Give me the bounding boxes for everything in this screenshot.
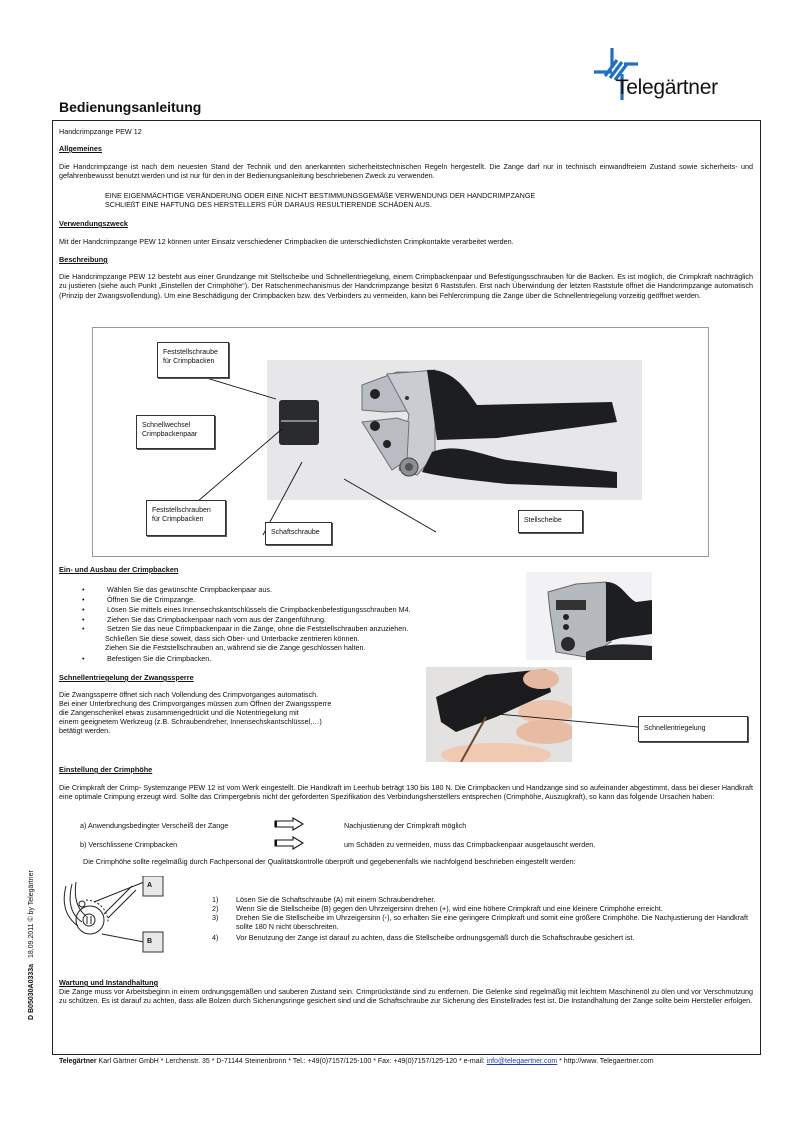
crimphoehe-body: Die Crimpkraft der Crimp- Systemzange PEW 12 ist vom Werk eingestellt. Die Handkraft im Leerhub beträgt 130 bis 180 N. Die Crimpbacken und Handzange sind so aufeinander abgestimmt, dass bei dieser Handkraft eine optimale Crimpung erzeugt wird. Sollte das Crimpergebnis nicht der geforderten Spezifikation des Verbindungsherstellers entsprechen (Crimphöhe, Auszugkraft), so kann das folgende Ursachen haben: [59, 783, 753, 802]
date-copyright: 18.09.2011 © by Telegärtner [28, 870, 35, 958]
footer [59, 1058, 654, 1065]
diagram-label-a: A [147, 882, 153, 889]
footer-address: Karl Gärtner GmbH * Lerchenstr. 35 * D-71144 Steinenbronn * Tel.: +49(0)7157/125-100 * Fax: +49(0)7157/125-120 * e-mail: [96, 1058, 487, 1065]
schnellentriegelung-line: Die Zwangssperre öffnet sich nach Vollendung des Crimpvorganges automatisch. [59, 690, 319, 699]
heading-schnellentriegelung: Schnellentriegelung der Zwangssperre [59, 673, 194, 682]
arrow-right-icon [274, 836, 304, 850]
footer-brand: Telegärtner [59, 1058, 97, 1065]
callout-feststellschrauben: Feststellschrauben für Crimpbacken [146, 500, 226, 536]
schnellentriegelung-line: betätigt werden. [59, 726, 111, 735]
schnellentriegelung-line: einem geeignetem Werkzeug (z.B. Schraubendreher, Innensechskantschlüssel,…) [59, 717, 322, 726]
callout-line-release [490, 700, 650, 740]
arrow-right-icon [274, 817, 304, 831]
document-code [28, 870, 35, 1020]
footer-web: * http://www. Telegaertner.com [557, 1058, 654, 1065]
diagram-label-b: B [147, 938, 153, 945]
heading-crimphoehe: Einstellung der Crimphöhe [59, 765, 153, 774]
document-title: Bedienungsanleitung [59, 99, 202, 115]
product-line: Handcrimpzange PEW 12 [59, 127, 142, 136]
crimp-jaw-illustration-icon [526, 572, 652, 660]
cause-a: a) Anwendungsbedingter Verscheiß der Zange [80, 821, 229, 830]
callout-schnellentriegelung: Schnellentriegelung [638, 716, 748, 742]
warning-line-2: SCHLIEßT EINE HAFTUNG DES HERSTELLERS FÜR DARAUS RESULTIERENDE SCHÄDEN AUS. [105, 200, 432, 209]
email-link[interactable]: info@telegaertner.com [486, 1058, 558, 1065]
cause-b: b) Verschlissene Crimpbacken [80, 840, 178, 849]
verwendungszweck-body: Mit der Handcrimpzange PEW 12 können unter Einsatz verschiedener Crimpbacken die unterschiedlichsten Crimpkontakte verarbeitet werden. [59, 237, 514, 246]
callout-schaftschraube: Schaftschraube [265, 522, 332, 545]
brand-name: Telegärtner [616, 76, 718, 99]
result-a: Nachjustierung der Crimpkraft möglich [344, 821, 467, 830]
beschreibung-body: Die Handcrimpzange PEW 12 besteht aus einer Grundzange mit Stellscheibe und Schnellentriegelung, einem Crimpbackenpaar und Befestigungsschrauben für die Backen. Es ist möglich, die Crimpkraft nachträglich zu justieren (siehe auch Punkt „Einstellen der Crimphöhe“). Der Ratschenmechanismus der Handcrimpzange besitzt 6 Raststufen. Erst nach Überwindung der letzten Raststufe öffnet die Handcrimpzange automatisch (Prinzip der Zwangsvollendung). Um eine Beschädigung der Crimpbacken bzw. des Verbinders zu vermeiden, kann bei Fehlercrimpung die Zange über die Schnellentriegelung vorzeitig geöffnet werden. [59, 272, 753, 300]
einbau-continuation-1: Schließen Sie diese soweit, dass sich Ober- und Unterbacke zentrieren können. [105, 634, 360, 643]
einbau-continuation-2: Ziehen Sie die Feststellschrauben an, während sie die Zange geschlossen halten. [105, 643, 366, 652]
warning-line-1: EINE EIGENMÄCHTIGE VERÄNDERUNG ODER EINE NICHT BESTIMMUNGSGEMÄßE VERWENDUNG DER HANDCRIMPZANGE [105, 191, 536, 200]
heading-verwendungszweck: Verwendungszweck [59, 219, 128, 228]
doc-id: D B05030A0333a [28, 963, 35, 1020]
allgemeines-body: Die Handcrimpzange ist nach dem neuesten Stand der Technik und den anerkannten sicherheitstechnischen Regeln hergestellt. Die Zange darf nur in technisch einwandfreiem Zustand sowie sicherheits- und gefahrenbewusst benutzt werden und ist nur für den in der Bedienungsanleitung beschriebenen Zweck zu verwenden. [59, 162, 753, 181]
callout-feststellschraube: Feststellschraube für Crimpbacken [157, 342, 229, 378]
callout-schnellwechsel: Schnellwechsel Crimpbackenpaar [136, 415, 215, 449]
result-b: um Schäden zu vermeiden, muss das Crimpbackenpaar ausgetauscht werden. [344, 840, 596, 849]
heading-wartung: Wartung und Instandhaltung [59, 978, 159, 987]
crimp-jaw-photo [526, 572, 652, 660]
crimphoehe-note: Die Crimphöhe sollte regelmäßig durch Fachpersonal der Qualitätskontrolle überprüft und gegebenenfalls wie nachfolgend beschrieben eingestellt werden: [83, 857, 576, 866]
wartung-body: Die Zange muss vor Arbeitsbeginn in einem ordnungsgemäßen und sauberen Zustand sein. Crimprückstände sind zu entfernen. Die Gelenke sind regelmäßig mit leichtem Maschinenöl zu ölen und vor Verschmutzung zu schützen. Es ist darauf zu achten, dass alle Bolzen durch Sicherungsringe gesichert sind und die Schaftschraube zur Sicherung des Einstellrades fest ist. Die Instandhaltung der Zange sollte beim Hersteller erfolgen. [59, 987, 753, 1006]
heading-beschreibung: Beschreibung [59, 255, 108, 264]
schnellentriegelung-line: die Zangenschenkel etwas zusammengedrückt und die Notentriegelung mit [59, 708, 299, 717]
heading-einbau: Ein- und Ausbau der Crimpbacken [59, 565, 179, 574]
schnellentriegelung-line: Bei einer Unterbrechung des Crimpvorganges müssen zum Öffnen der Zwangssperre [59, 699, 332, 708]
callout-stellscheibe: Stellscheibe [518, 510, 583, 533]
heading-allgemeines: Allgemeines [59, 144, 102, 153]
